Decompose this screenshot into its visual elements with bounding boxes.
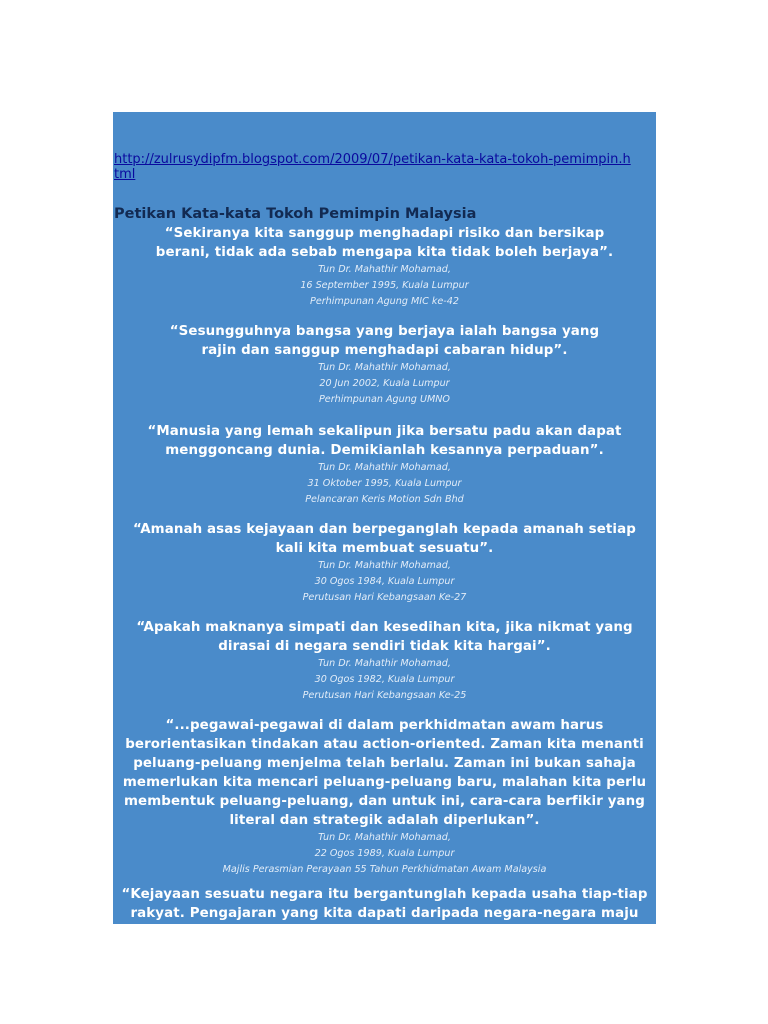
quote-event: Perhimpunan Agung UMNO	[319, 394, 450, 405]
quote-date-place: 30 Ogos 1982, Kuala Lumpur	[314, 674, 455, 685]
quote-text: “Manusia yang lemah sekalipun jika bersatu padu akan dapat menggoncang dunia. Demikianlah kesannya perpaduan”.	[147, 424, 622, 458]
quote-block	[113, 224, 656, 310]
quote-text: “Apakah maknanya simpati dan kesedihan kita, jika nikmat yang dirasai di negara sendiri tidak kita hargai”.	[136, 620, 633, 654]
source-link[interactable]: http://zulrusydipfm.blogspot.com/2009/07/petikan-kata-kata-tokoh-pemimpin.html	[114, 152, 631, 182]
quote-block	[113, 322, 656, 408]
quote-speaker: Tun Dr. Mahathir Mohamad,	[318, 560, 451, 571]
quote-date-place: 31 Oktober 1995, Kuala Lumpur	[307, 478, 462, 489]
quote-block	[113, 618, 656, 704]
quote-text: “Sekiranya kita sanggup menghadapi risiko dan bersikap berani, tidak ada sebab mengapa kita tidak boleh berjaya”.	[155, 226, 614, 260]
quote-block	[113, 422, 656, 508]
quote-date-place: 22 Ogos 1989, Kuala Lumpur	[314, 848, 455, 859]
quote-speaker: Tun Dr. Mahathir Mohamad,	[318, 362, 451, 373]
quote-speaker: Tun Dr. Mahathir Mohamad,	[318, 658, 451, 669]
quote-event: Majlis Perasmian Perayaan 55 Tahun Perkhidmatan Awam Malaysia	[222, 864, 547, 875]
quote-block	[113, 520, 656, 606]
quote-date-place: 20 Jun 2002, Kuala Lumpur	[319, 378, 450, 389]
quote-block	[113, 885, 656, 942]
quote-text: “Amanah asas kejayaan dan berpeganglah kepada amanah setiap kali kita membuat sesuatu”.	[133, 522, 636, 556]
quote-event: Perutusan Hari Kebangsaan Ke-27	[302, 592, 467, 603]
quote-event: Perutusan Hari Kebangsaan Ke-25	[302, 690, 467, 701]
page-title: Petikan Kata-kata Tokoh Pemimpin Malaysia	[114, 206, 477, 222]
quote-text: “Kejayaan sesuatu negara itu bergantunglah kepada usaha tiap-tiap rakyat. Pengajaran yang kita dapati daripada negara-negara maju menunjukkan iaitu	[121, 887, 648, 940]
quote-speaker: Tun Dr. Mahathir Mohamad,	[318, 462, 451, 473]
quote-date-place: 16 September 1995, Kuala Lumpur	[300, 280, 469, 291]
quote-block	[113, 716, 656, 878]
quote-text: “Sesungguhnya bangsa yang berjaya ialah bangsa yang rajin dan sanggup menghadapi cabaran hidup”.	[169, 324, 600, 358]
blue-content-panel	[113, 112, 656, 940]
quote-date-place: 30 Ogos 1984, Kuala Lumpur	[314, 576, 455, 587]
quote-text: “...pegawai-pegawai di dalam perkhidmatan awam harus berorientasikan tindakan atau action-oriented. Zaman kita menanti peluang-peluang menjelma telah berlalu. Zaman ini bukan sahaja memerlukan kita mencari peluang-peluang baru, malahan kita perlu membentuk peluang-peluang, dan untuk ini, cara-cara berfikir yang literal dan strategik adalah diperlukan”.	[122, 718, 647, 828]
quote-speaker: Tun Dr. Mahathir Mohamad,	[318, 264, 451, 275]
quote-event: Pelancaran Keris Motion Sdn Bhd	[305, 494, 464, 505]
quote-event: Perhimpunan Agung MIC ke-42	[310, 296, 459, 307]
quote-speaker: Tun Dr. Mahathir Mohamad,	[318, 832, 451, 843]
